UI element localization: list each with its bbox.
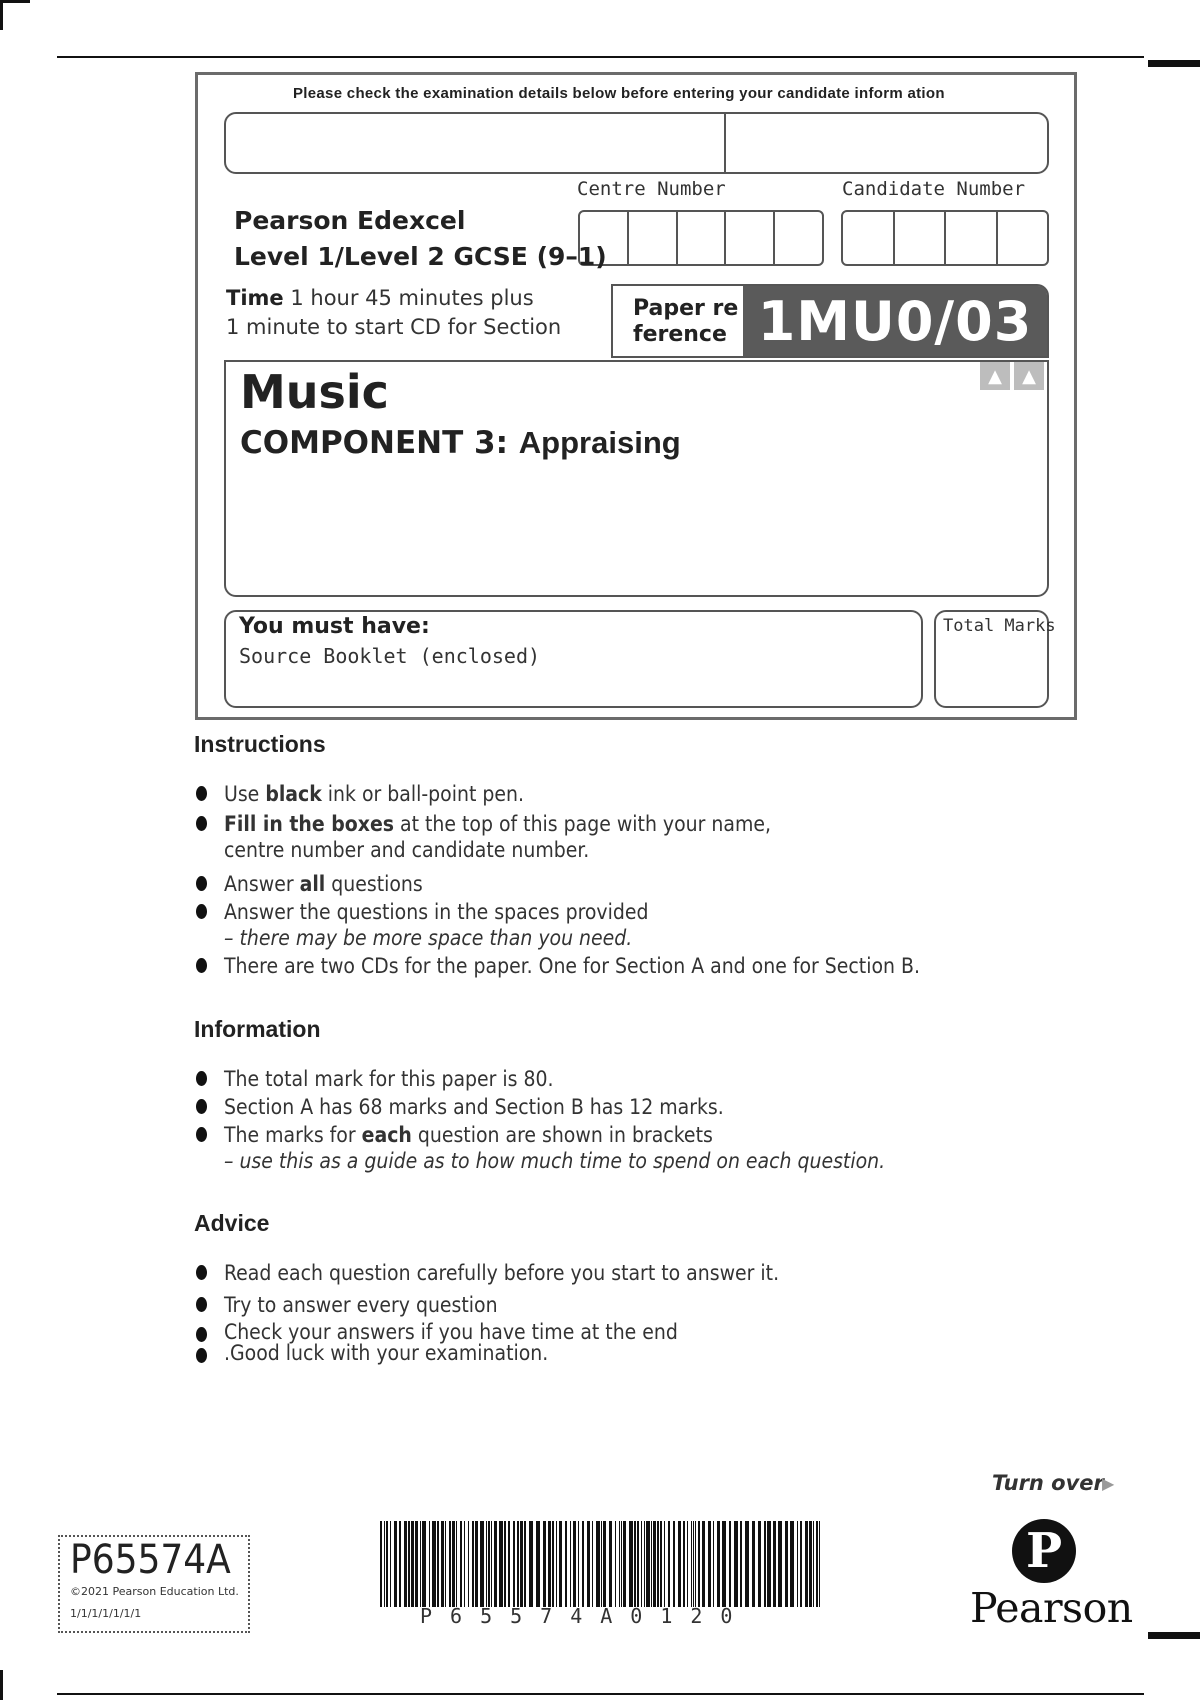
instructions-title: Instructions bbox=[194, 731, 326, 757]
bullet-icon bbox=[196, 1127, 207, 1142]
board-name: Pearson Edexcel bbox=[234, 206, 466, 235]
information-list bbox=[194, 1066, 1094, 1174]
time-extra: 1 minute to start CD for Section bbox=[226, 315, 562, 339]
publisher-name: Pearson bbox=[970, 1584, 1133, 1632]
bullet-icon bbox=[196, 904, 207, 919]
list-item: Try to answer every question bbox=[194, 1292, 1044, 1318]
bullet-icon bbox=[196, 958, 207, 973]
subject-title: Music bbox=[240, 365, 389, 419]
component-prefix: COMPONENT 3: bbox=[240, 425, 508, 461]
advice-list bbox=[194, 1260, 1044, 1364]
component-title bbox=[240, 425, 681, 461]
digit-cell[interactable] bbox=[629, 212, 678, 264]
name-field-divider bbox=[724, 114, 726, 172]
bullet-icon bbox=[196, 1348, 207, 1363]
list-item: .Good luck with your examination. bbox=[194, 1343, 1044, 1364]
top-rule bbox=[57, 56, 1144, 58]
crop-mark bbox=[0, 0, 30, 3]
print-sequence: 1/1/1/1/1/1/1 bbox=[70, 1607, 142, 1620]
exam-board bbox=[234, 203, 607, 275]
triangle-up-icon: ▲ bbox=[1014, 362, 1044, 390]
centre-number-label: Centre Number bbox=[577, 178, 726, 200]
bullet-icon bbox=[196, 816, 207, 831]
crop-mark bbox=[0, 0, 3, 30]
information-title: Information bbox=[194, 1016, 321, 1042]
time-value: 1 hour 45 minutes plus bbox=[290, 286, 534, 310]
triangle-up-icon: ▲ bbox=[980, 362, 1010, 390]
list-item: Read each question carefully before you start to answer it. bbox=[194, 1260, 1044, 1286]
list-item: Answer all questions bbox=[194, 871, 1044, 897]
barcode-digits: P65574A0120 bbox=[420, 1604, 751, 1628]
bullet-icon bbox=[196, 786, 207, 801]
list-item: There are two CDs for the paper. One for Section A and one for Section B. bbox=[194, 953, 1044, 979]
turn-over-label: Turn over bbox=[992, 1471, 1104, 1495]
arrow-right-icon: ▶ bbox=[1102, 1474, 1115, 1493]
digit-cell[interactable] bbox=[726, 212, 775, 264]
digit-cell[interactable] bbox=[678, 212, 727, 264]
list-item: The total mark for this paper is 80. bbox=[194, 1066, 1094, 1092]
qualification-level: Level 1/Level 2 GCSE (9–1) bbox=[234, 242, 607, 271]
instructions-list bbox=[194, 781, 1044, 979]
list-item: Use black ink or ball-point pen. bbox=[194, 781, 1044, 807]
candidate-number-field[interactable] bbox=[841, 210, 1049, 266]
side-tab bbox=[1148, 60, 1200, 67]
bullet-icon bbox=[196, 1099, 207, 1114]
list-item: Fill in the boxes at the top of this page with your name, centre number and candidate number. bbox=[194, 811, 1044, 863]
candidate-number-label: Candidate Number bbox=[842, 178, 1026, 200]
bullet-icon bbox=[196, 1265, 207, 1280]
copyright-notice: ©2021 Pearson Education Ltd. bbox=[70, 1585, 239, 1598]
list-item: Answer the questions in the spaces provided – there may be more space than you need. bbox=[194, 899, 1044, 951]
paper-reference-label bbox=[613, 286, 743, 356]
component-name: Appraising bbox=[518, 425, 681, 460]
centre-number-field[interactable] bbox=[578, 210, 824, 266]
check-details-text: Please check the examination details below before entering your candidate inform ation bbox=[293, 85, 945, 102]
paper-reference-box bbox=[611, 284, 1049, 358]
candidate-name-field[interactable] bbox=[224, 112, 1049, 174]
pearson-logo-letter: P bbox=[1025, 1523, 1063, 1579]
must-have-title: You must have: bbox=[239, 614, 430, 639]
bullet-icon bbox=[196, 1071, 207, 1086]
paper-reference-code: 1MU0/03 bbox=[743, 286, 1047, 356]
list-item: The marks for each question are shown in brackets – use this as a guide as to how much time to spend on each question. bbox=[194, 1122, 1094, 1174]
paper-ref-label-line: ference bbox=[633, 322, 727, 347]
time-label: Time bbox=[226, 286, 284, 310]
bullet-icon bbox=[196, 1327, 207, 1342]
digit-cell[interactable] bbox=[843, 212, 895, 264]
digit-cell[interactable] bbox=[946, 212, 998, 264]
bullet-icon bbox=[196, 1297, 207, 1312]
paper-code: P65574A bbox=[70, 1537, 231, 1583]
time-allowed bbox=[226, 284, 561, 342]
side-tab bbox=[1148, 1632, 1200, 1639]
bullet-icon bbox=[196, 876, 207, 891]
must-have-item: Source Booklet (enclosed) bbox=[239, 644, 541, 668]
list-item: Section A has 68 marks and Section B has 12 marks. bbox=[194, 1094, 1094, 1120]
digit-cell[interactable] bbox=[895, 212, 947, 264]
paper-ref-label-line: Paper re bbox=[633, 296, 739, 321]
digit-cell[interactable] bbox=[998, 212, 1048, 264]
total-marks-label: Total Marks bbox=[943, 616, 1056, 636]
digit-cell[interactable] bbox=[775, 212, 822, 264]
crop-mark bbox=[0, 1670, 3, 1700]
advice-title: Advice bbox=[194, 1210, 270, 1236]
bottom-rule bbox=[57, 1693, 1144, 1695]
list-item: Check your answers if you have time at the end bbox=[194, 1322, 1044, 1343]
barcode-icon bbox=[380, 1521, 820, 1607]
